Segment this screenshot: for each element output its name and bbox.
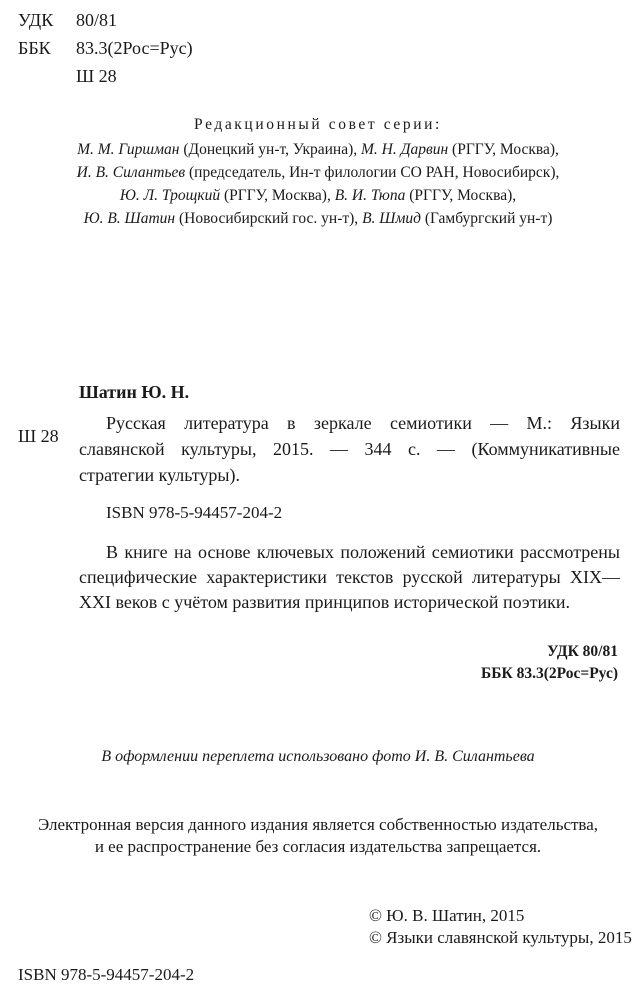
udk-value: 80/81 [76, 10, 118, 30]
cover-note: В оформлении переплета использовано фото И. В. Силантьева [101, 748, 535, 765]
author-mark-card: Ш 28 [18, 426, 59, 446]
board-member-affiliation: (Новосибирский гос. ун-т), [175, 210, 363, 227]
bbk-label: ББК [18, 38, 51, 58]
udk-label: УДК [18, 10, 54, 30]
description-line: славянской культуры, 2015. — 344 с. — (Коммуникативные [79, 439, 620, 459]
board-member-affiliation: (РГГУ, Москва), [448, 141, 559, 158]
board-member-affiliation: (Донецкий ун-т, Украина), [179, 141, 362, 158]
board-member-affiliation: (Гамбургский ун-т) [420, 210, 553, 227]
board-member-name: В. Шмид [362, 210, 421, 227]
editorial-board-line [20, 185, 616, 207]
editorial-board-line [20, 139, 616, 161]
board-member-name: М. Н. Дарвин [361, 141, 449, 158]
board-member-affiliation: (председатель, Ин-т филологии СО РАН, Новосибирск), [185, 164, 560, 181]
card-udk: УДК 80/81 [547, 643, 618, 660]
copyright-line: © Ю. В. Шатин, 2015 [369, 906, 525, 925]
annotation-line: В книге на основе ключевых положений семиотики рассмотрены [106, 542, 620, 562]
board-member-name: Ю. В. Шатин [83, 210, 176, 227]
board-member-name: М. М. Гиршман [77, 141, 180, 158]
author-mark-top: Ш 28 [76, 66, 117, 86]
board-member-name: В. И. Тюпа [334, 187, 406, 204]
rights-line: и ее распространение без согласия издательства запрещается. [94, 837, 542, 856]
card-isbn: ISBN 978-5-94457-204-2 [106, 503, 283, 522]
board-member-name: И. В. Силантьев [76, 164, 186, 181]
description-line: Русская литература в зеркале семиотики — М.: Языки [106, 413, 620, 433]
annotation-line: специфические характеристики текстов русской литературы XIX— [79, 567, 620, 587]
editorial-board-title: Редакционный совет серии: [194, 116, 442, 133]
board-member-affiliation: (РГГУ, Москва), [220, 187, 335, 204]
board-member-affiliation: (РГГУ, Москва), [405, 187, 517, 204]
board-member-name: Ю. Л. Трощкий [119, 187, 221, 204]
bbk-value: 83.3(2Рос=Рус) [76, 38, 193, 58]
author-heading: Шатин Ю. Н. [79, 382, 190, 402]
annotation-line: XXI веков с учётом развития принципов исторической поэтики. [79, 592, 571, 612]
description-line: стратегии культуры). [79, 465, 241, 485]
copyright-line: © Языки славянской культуры, 2015 [369, 928, 632, 947]
editorial-board-line [20, 208, 616, 230]
footer-isbn: ISBN 978-5-94457-204-2 [18, 965, 195, 984]
editorial-board-line [20, 162, 616, 184]
card-bbk: ББК 83.3(2Рос=Рус) [481, 665, 618, 682]
rights-line: Электронная версия данного издания является собственностью издательства, [37, 815, 599, 834]
